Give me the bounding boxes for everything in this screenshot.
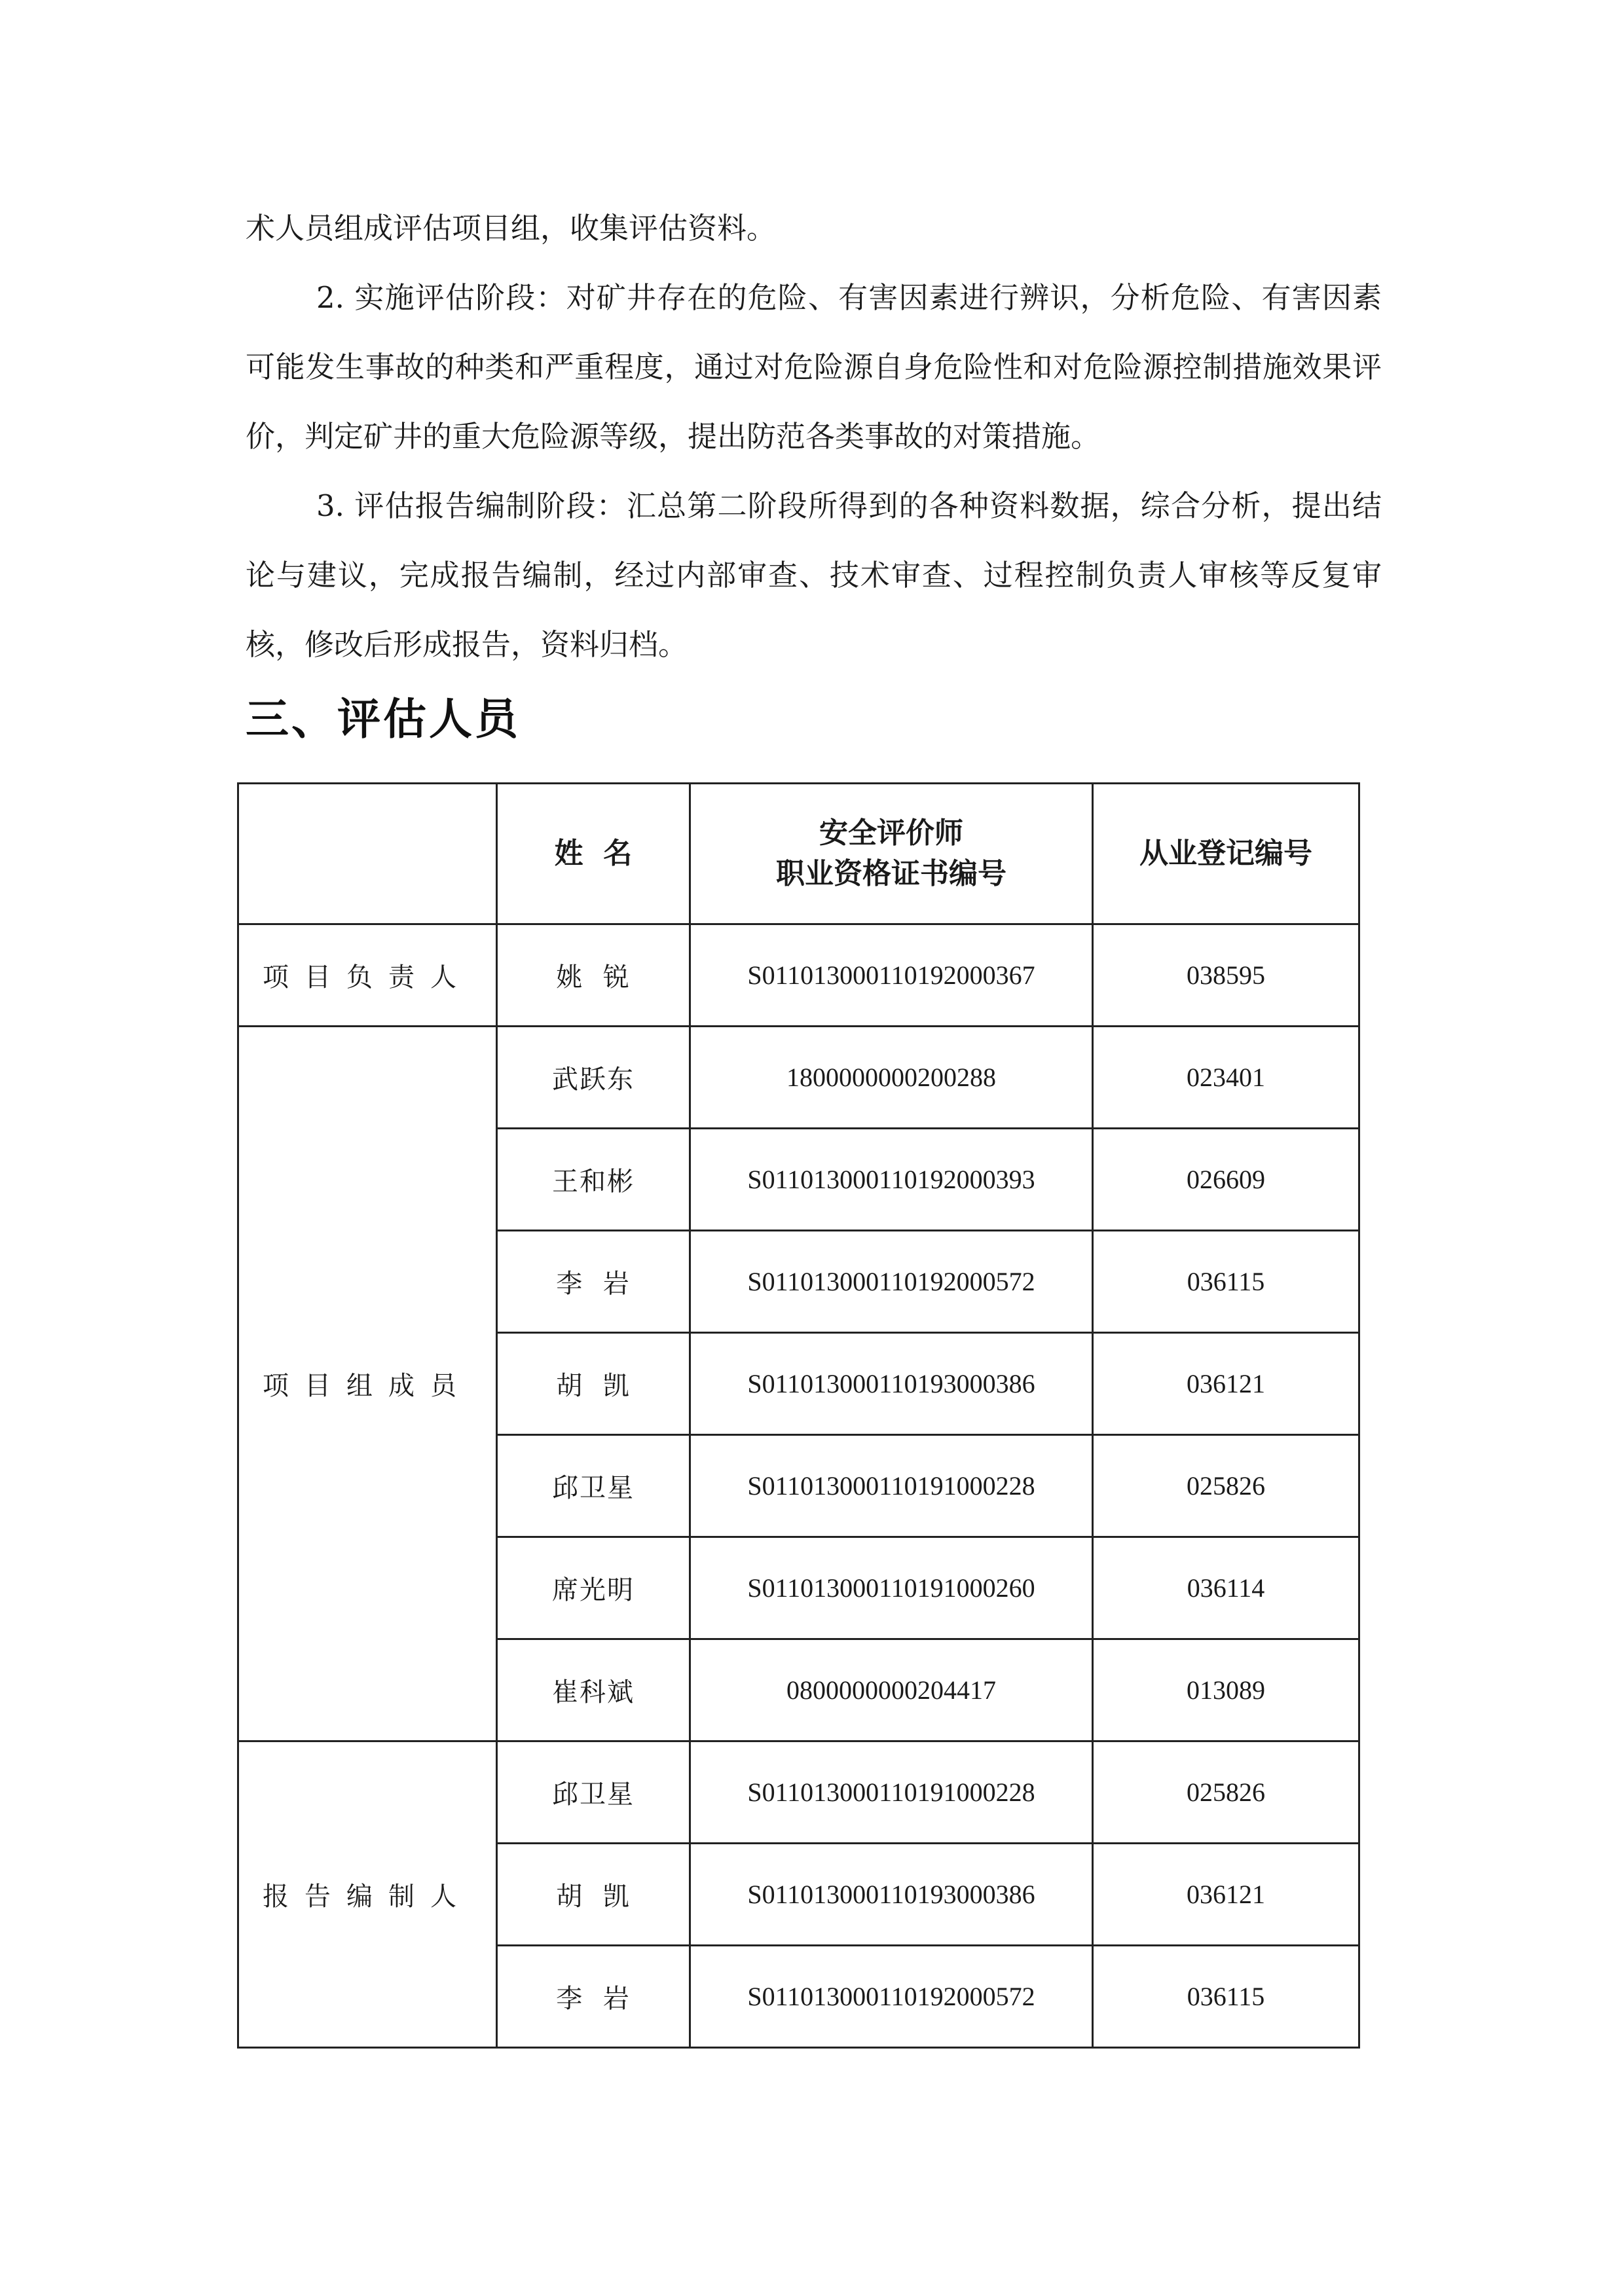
name-cell: 姚 锐	[497, 924, 690, 1027]
section-heading: 三、评估人员	[246, 694, 521, 744]
registration-number-cell: 025826	[1093, 1741, 1359, 1844]
table-row	[238, 1027, 1359, 1129]
name-cell: 李 岩	[497, 1946, 690, 2048]
personnel-table	[237, 782, 1360, 2049]
name-cell: 王和彬	[497, 1129, 690, 1231]
paragraph-continuation: 术人员组成评估项目组，收集评估资料。	[246, 211, 777, 246]
cert-number-cell: S011013000110193000386	[690, 1844, 1093, 1946]
registration-number-cell: 036121	[1093, 1844, 1359, 1946]
registration-number-cell: 036114	[1093, 1537, 1359, 1639]
cert-number-cell: S011013000110192000393	[690, 1129, 1093, 1231]
role-cell: 报告编制人	[238, 1741, 497, 2048]
name-cell: 席光明	[497, 1537, 690, 1639]
body-text	[246, 194, 1382, 680]
header-cert	[690, 784, 1093, 924]
paragraph-implementation-stage: 2. 实施评估阶段：对矿井存在的危险、有害因素进行辨识，分析危险、有害因素可能发生事故的种类和严重程度，通过对危险源自身危险性和对危险源控制措施效果评价，判定矿井的重大危险源等级，提出防范各类事故的对策措施。	[246, 280, 1382, 454]
header-cert-line2: 职业资格证书编号	[776, 857, 1006, 890]
registration-number-cell: 013089	[1093, 1639, 1359, 1741]
table-row	[238, 1741, 1359, 1844]
cert-number-cell: 1800000000200288	[690, 1027, 1093, 1129]
registration-number-cell: 036121	[1093, 1333, 1359, 1435]
header-name-label: 姓 名	[554, 837, 633, 870]
registration-number-cell: 036115	[1093, 1946, 1359, 2048]
name-cell: 崔科斌	[497, 1639, 690, 1741]
name-cell: 胡 凯	[497, 1844, 690, 1946]
name-cell: 邱卫星	[497, 1741, 690, 1844]
cert-number-cell: S011013000110191000260	[690, 1537, 1093, 1639]
name-cell: 李 岩	[497, 1231, 690, 1333]
paragraph-report-stage: 3. 评估报告编制阶段：汇总第二阶段所得到的各种资料数据，综合分析，提出结论与建议，完成报告编制，经过内部审查、技术审查、过程控制负责人审核等反复审核，修改后形成报告，资料归档。	[246, 488, 1382, 662]
cert-number-cell: S011013000110192000572	[690, 1946, 1093, 2048]
registration-number-cell: 036115	[1093, 1231, 1359, 1333]
table-row	[238, 924, 1359, 1027]
name-cell: 邱卫星	[497, 1435, 690, 1537]
header-role	[238, 784, 497, 924]
cert-number-cell: S011013000110192000367	[690, 924, 1093, 1027]
table-header-row	[238, 784, 1359, 924]
cert-number-cell: S011013000110191000228	[690, 1741, 1093, 1844]
cert-number-cell: S011013000110193000386	[690, 1333, 1093, 1435]
registration-number-cell: 023401	[1093, 1027, 1359, 1129]
header-reg: 从业登记编号	[1093, 784, 1359, 924]
cert-number-cell: S011013000110191000228	[690, 1435, 1093, 1537]
cert-number-cell: S011013000110192000572	[690, 1231, 1093, 1333]
header-cert-line1: 安全评价师	[819, 816, 963, 850]
role-cell: 项目组成员	[238, 1027, 497, 1741]
name-cell: 胡 凯	[497, 1333, 690, 1435]
cert-number-cell: 0800000000204417	[690, 1639, 1093, 1741]
registration-number-cell: 038595	[1093, 924, 1359, 1027]
role-cell: 项目负责人	[238, 924, 497, 1027]
name-cell: 武跃东	[497, 1027, 690, 1129]
header-name	[497, 784, 690, 924]
registration-number-cell: 026609	[1093, 1129, 1359, 1231]
registration-number-cell: 025826	[1093, 1435, 1359, 1537]
